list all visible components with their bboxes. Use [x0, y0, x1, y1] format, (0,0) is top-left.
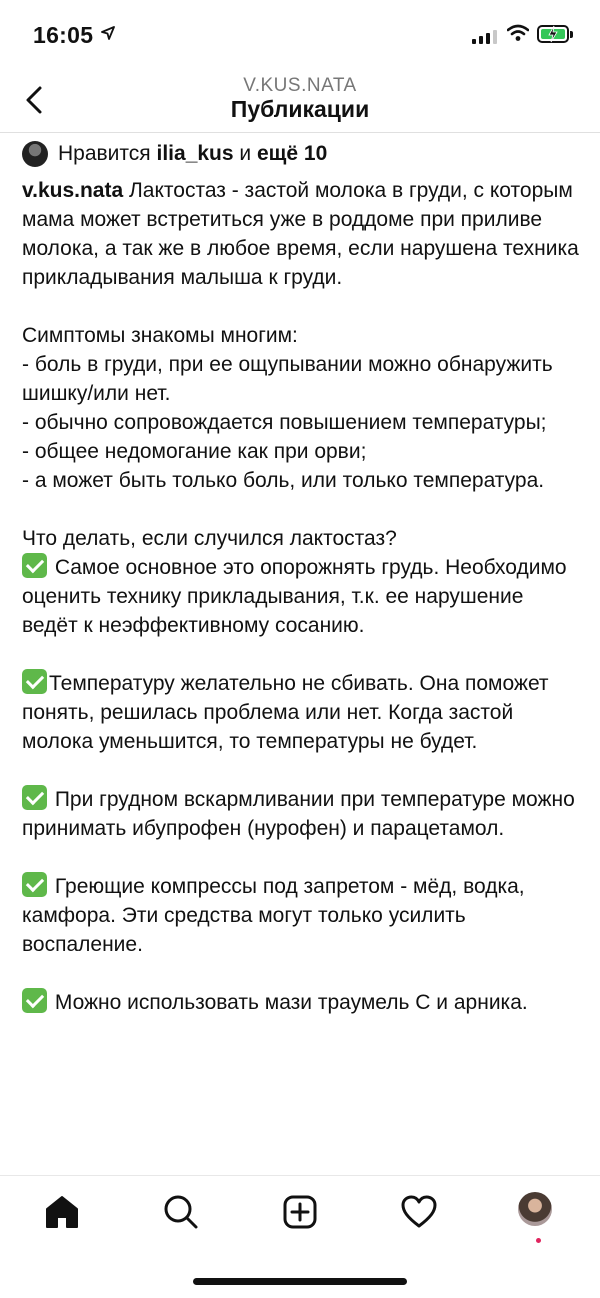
tip-item: Греющие компрессы под запретом - мёд, водка, камфора. Эти средства могут только усилить воспаление.	[22, 875, 525, 956]
home-indicator[interactable]	[193, 1278, 407, 1285]
location-arrow-icon	[101, 26, 115, 40]
caption-author-link[interactable]: v.kus.nata	[22, 179, 124, 202]
likes-summary[interactable]	[22, 140, 327, 168]
search-icon[interactable]	[161, 1192, 201, 1232]
symptom-item: - боль в груди, при ее ощупывании можно обнаружить шишку/или нет.	[22, 353, 553, 405]
symptom-item: - общее недомогание как при орви;	[22, 440, 367, 463]
activity-heart-icon[interactable]	[399, 1192, 439, 1232]
likes-more-link[interactable]: ещё 10	[257, 142, 328, 165]
check-mark-icon	[22, 669, 47, 694]
liker-avatar	[22, 141, 48, 167]
profile-avatar-image	[518, 1192, 552, 1226]
check-mark-icon	[22, 785, 47, 810]
tip-item: Самое основное это опорожнять грудь. Необходимо оценить технику прикладывания, т.к. ее нарушение ведёт к неэффективному сосанию.	[22, 556, 567, 637]
caption-intro: Лактостаз - застой молока в груди, с которым мама может встретиться уже в роддоме при приливе молока, а так же в любое время, если нарушена техника прикладывания малыша к груди.	[22, 179, 579, 289]
add-post-icon[interactable]	[280, 1192, 320, 1232]
wifi-icon	[507, 24, 529, 42]
page-title: Публикации	[230, 96, 370, 122]
profile-avatar[interactable]	[518, 1192, 558, 1232]
todo-title: Что делать, если случился лактостаз?	[22, 527, 397, 550]
symptoms-title: Симптомы знакомы многим:	[22, 324, 298, 347]
check-mark-icon	[22, 553, 47, 578]
likes-and: и	[239, 142, 252, 165]
home-icon[interactable]	[42, 1192, 82, 1232]
header-username: V.KUS.NATA	[243, 75, 357, 96]
battery-tip	[570, 31, 573, 38]
likes-user-link[interactable]: ilia_kus	[156, 142, 234, 165]
battery-icon	[537, 25, 569, 43]
tip-item: При грудном вскармливании при температуре можно принимать ибупрофен (нурофен) и парацетамол.	[22, 788, 575, 840]
top-navigation-bar	[0, 70, 600, 133]
cellular-signal-icon	[472, 28, 497, 44]
bottom-tab-bar	[0, 1176, 600, 1236]
check-mark-icon	[22, 988, 47, 1013]
tip-item: Можно использовать мази траумель С и арника.	[49, 991, 528, 1014]
tip-item: Температуру желательно не сбивать. Она поможет понять, решилась проблема или нет. Когда застой молока уменьшится, то температуры не будет.	[22, 672, 549, 753]
check-mark-icon	[22, 872, 47, 897]
symptom-item: - обычно сопровождается повышением температуры;	[22, 411, 547, 434]
status-bar	[0, 0, 600, 70]
status-time: 16:05	[33, 22, 94, 48]
symptom-item: - а может быть только боль, или только температура.	[22, 469, 545, 492]
post-caption	[22, 176, 582, 1017]
notification-dot	[536, 1238, 541, 1243]
likes-prefix: Нравится	[58, 142, 151, 165]
